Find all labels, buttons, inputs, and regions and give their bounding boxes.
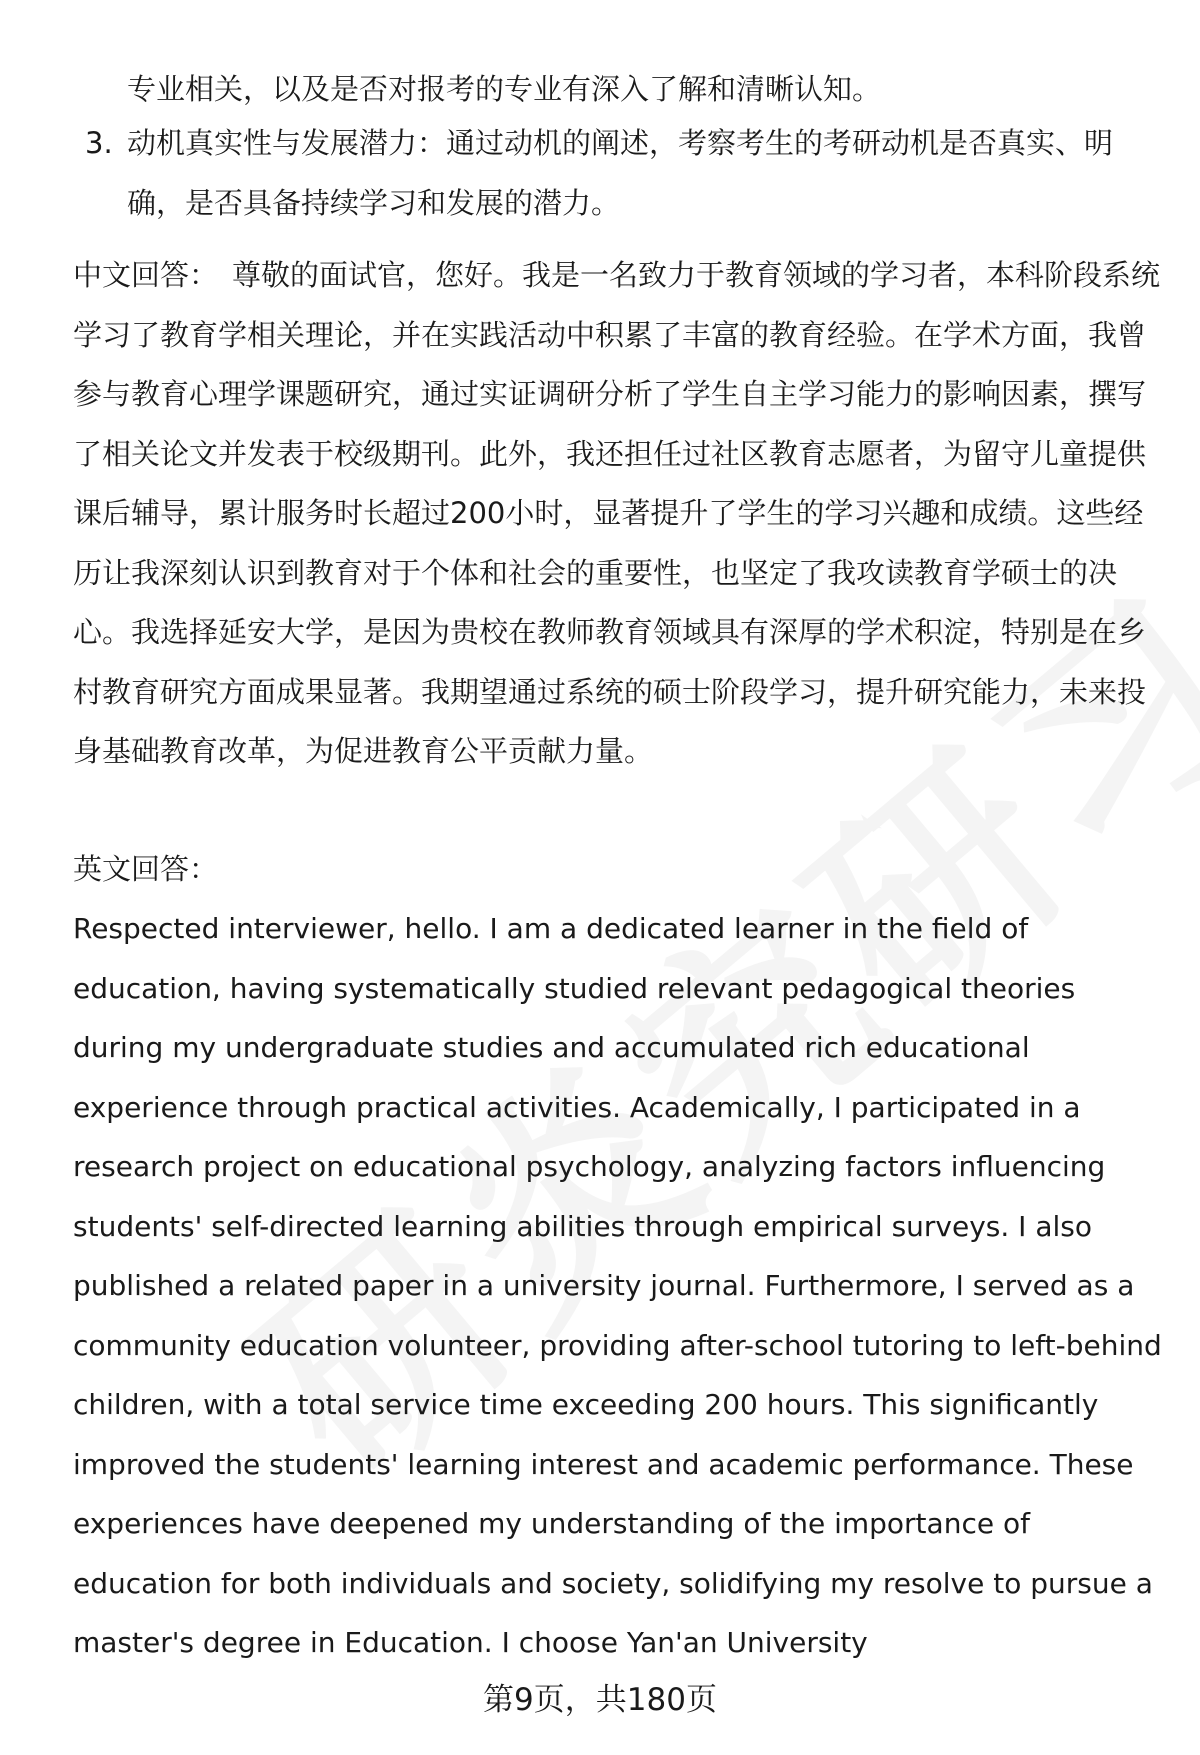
english-answer-text: Respected interviewer, hello. I am a dedicated learner in the field of education, having systematically studied relevant pedagogical theories during my undergraduate studies and accumulated rich educational experience through practical activities. Academically, I participated in a research project on educational psychology, analyzing factors influencing students' self-directed learning abilities through empirical surveys. I also published a related paper in a university journal. Furthermore, I served as a community education volunteer, providing after-school tutoring to left-behind children, with a total service time exceeding 200 hours. This significantly improved the students' learning interest and academic performance. These experiences have deepened my understanding of the importance of education for both individuals and society, solidifying my resolve to pursue a master's degree in Education. I choose Yan'an University [73, 912, 1162, 1659]
chinese-answer-label: 中文回答： [73, 258, 219, 292]
chinese-answer-paragraph [73, 246, 1163, 782]
list-item-text: 动机真实性与发展潜力：通过动机的阐述，考察考生的考研动机是否真实、明确，是否具备持续学习和发展的潜力。 [127, 126, 1114, 220]
list-item-3 [85, 114, 1165, 233]
list-item-number: 3. [85, 126, 113, 160]
page-number-footer: 第9页，共180页 [483, 1682, 717, 1718]
list-item-2-continuation: 专业相关，以及是否对报考的专业有深入了解和清晰认知。 [127, 72, 882, 106]
chinese-answer-text: 尊敬的面试官，您好。我是一名致力于教育领域的学习者，本科阶段系统学习了教育学相关理论，并在实践活动中积累了丰富的教育经验。在学术方面，我曾参与教育心理学课题研究，通过实证调研分析了学生自主学习能力的影响因素，撰写了相关论文并发表于校级期刊。此外，我还担任过社区教育志愿者，为留守儿童提供课后辅导，累计服务时长超过200小时，显著提升了学生的学习兴趣和成绩。这些经历让我深刻认识到教育对于个体和社会的重要性，也坚定了我攻读教育学硕士的决心。我选择延安大学，是因为贵校在教师教育领域具有深厚的学术积淀，特别是在乡村教育研究方面成果显著。我期望通过系统的硕士阶段学习，提升研究能力，未来投身基础教育改革，为促进教育公平贡献力量。 [73, 258, 1161, 768]
english-answer-label: 英文回答： [73, 852, 219, 886]
